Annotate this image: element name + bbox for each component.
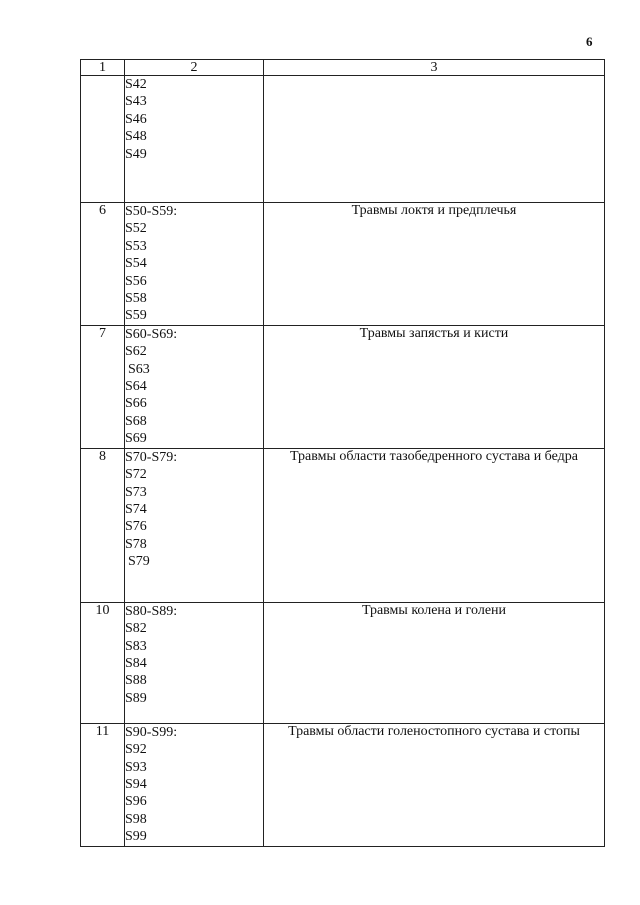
code-item: S52 — [125, 221, 147, 237]
description-cell: Травмы области голеностопного сустава и стопы — [264, 723, 605, 846]
row-number: 8 — [81, 448, 125, 602]
code-item: S99 — [125, 829, 147, 845]
table-header-row — [81, 60, 605, 76]
code-item: S68 — [125, 413, 147, 429]
column-header-1: 1 — [81, 60, 125, 76]
code-item: S84 — [125, 655, 147, 671]
code-item: S93 — [125, 759, 147, 775]
code-item: S62 — [125, 344, 147, 360]
code-item: S98 — [125, 811, 147, 827]
code-item: S58 — [125, 291, 147, 307]
code-item: S82 — [125, 621, 147, 637]
code-item: S74 — [125, 501, 147, 517]
code-item: S48 — [125, 129, 147, 145]
code-item: S42 — [125, 77, 147, 92]
row-number: 11 — [81, 723, 125, 846]
description-cell: Травмы запястья и кисти — [264, 325, 605, 448]
code-item: S89 — [125, 690, 147, 706]
code-item: S79 — [128, 554, 150, 570]
row-number: 7 — [81, 325, 125, 448]
code-item: S78 — [125, 536, 147, 552]
code-item: S88 — [125, 673, 147, 689]
description-cell: Травмы колена и голени — [264, 602, 605, 723]
table-row — [81, 203, 605, 326]
code-item: S83 — [125, 638, 147, 654]
code-item: S53 — [125, 238, 147, 254]
code-item: S49 — [125, 146, 147, 162]
code-item: S59 — [125, 308, 147, 324]
code-item: S94 — [125, 776, 147, 792]
code-item: S92 — [125, 742, 147, 758]
description-cell — [264, 76, 605, 203]
code-item: S64 — [125, 379, 147, 395]
row-number — [81, 76, 125, 203]
row-number: 10 — [81, 602, 125, 723]
code-list — [125, 723, 264, 846]
code-item: S66 — [125, 396, 147, 412]
code-range: S70-S79: — [125, 449, 178, 465]
description-cell: Травмы локтя и предплечья — [264, 203, 605, 326]
table-row — [81, 723, 605, 846]
code-list — [125, 203, 264, 326]
code-range: S60-S69: — [125, 326, 178, 342]
column-header-3: 3 — [264, 60, 605, 76]
table-row — [81, 448, 605, 602]
row-number: 6 — [81, 203, 125, 326]
table-row — [81, 325, 605, 448]
code-list — [125, 448, 264, 602]
code-list — [125, 76, 264, 203]
code-item: S43 — [125, 94, 147, 110]
column-header-2: 2 — [125, 60, 264, 76]
code-item: S46 — [125, 111, 147, 127]
code-item: S76 — [125, 519, 147, 535]
code-item: S72 — [125, 467, 147, 483]
code-item: S56 — [125, 273, 147, 289]
table-row — [81, 76, 605, 203]
codes-table — [80, 59, 605, 847]
table-row — [81, 602, 605, 723]
code-item: S63 — [128, 361, 150, 377]
code-range: S80-S89: — [125, 603, 178, 619]
code-item: S73 — [125, 484, 147, 500]
code-list — [125, 325, 264, 448]
page-number: 6 — [586, 34, 593, 49]
code-item: S96 — [125, 794, 147, 810]
code-list — [125, 602, 264, 723]
code-item: S54 — [125, 256, 147, 272]
code-range: S50-S59: — [125, 204, 178, 219]
code-item: S69 — [125, 431, 147, 447]
code-range: S90-S99: — [125, 724, 178, 740]
description-cell: Травмы области тазобедренного сустава и бедра — [264, 448, 605, 602]
